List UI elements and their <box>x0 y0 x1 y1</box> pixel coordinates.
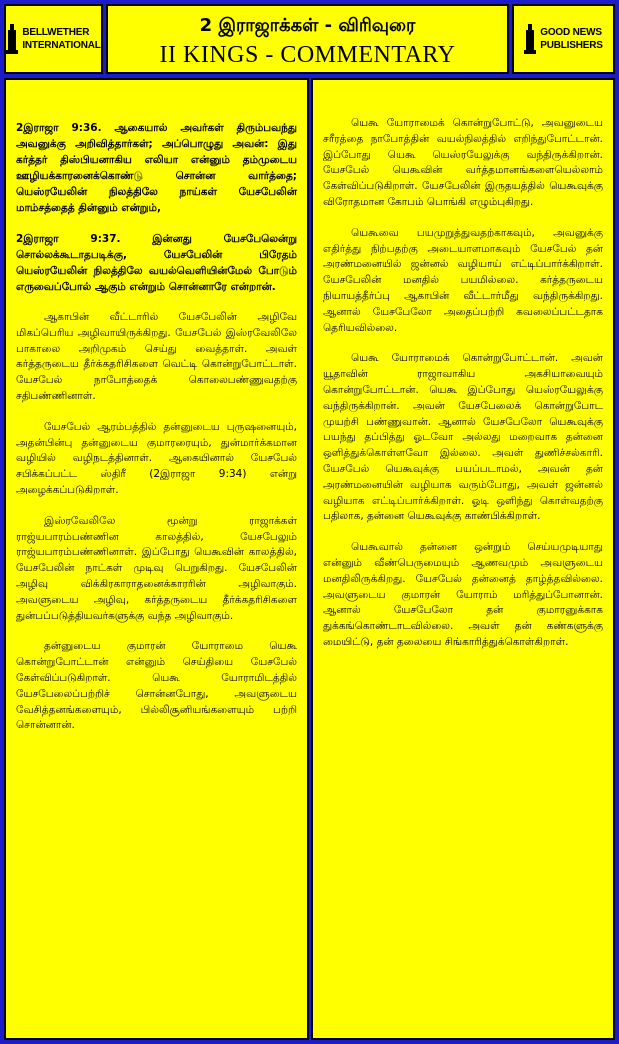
right-column <box>311 78 615 1040</box>
verse-9-36: 2இராஜா 9:36. ஆகையால் அவர்கள் திரும்பவந்து அவனுக்கு அறிவித்தார்கள்; அப்பொழுது அவன்: இது கர்த்தர் திஸ்பியனாகிய எலியா என்னும் தம்முடைய ஊழியக்காரனைக்கொண்டு சொன்ன வார்த்தை; யெஸ்ரயேலின் நிலத்திலே நாய்கள் யேசபேலின் மாம்சத்தைத் தின்னும் என்றும், <box>16 122 297 214</box>
commentary-paragraph: யெகூவால் தன்னை ஒன்றும் செய்யமுடியாது என்னும் வீண்பெருமையும் ஆணவமும் அவளுடைய மனதிலிருக்கிறது. யேசபேல் தன்னைத் தாழ்த்தவில்லை. அவளுடைய குமாரன் யோராம் மரித்துப்போனான். ஆனால் யேசபேலோ தன் குமாரனுக்காக துக்கங்கொண்டாடவில்லை. அவள் தன் கண்களுக்கு மையிட்டு, தன் தலையை சிங்காரித்துக்கொள்கிறாள். <box>323 541 603 648</box>
good-news-logo <box>512 4 615 74</box>
verse-9-37: 2இராஜா 9:37. இன்னது யேசபேலென்று சொல்லக்கூடாதபடிக்கு, யேசபேலின் பிரேதம் யெஸ்ரயேலின் நிலத்திலே வயல்வெளியின்மேல் போடும் எருவைப்போல் ஆகும் என்றும் சொன்னாரே என்றான். <box>16 233 297 293</box>
commentary-paragraph: யெகூ யோராமைக் கொன்றுபோட்டு, அவனுடைய சரீரத்தை நாபோத்தின் வயல்நிலத்தில் எறிந்துபோட்டான். இப்போது யெகூ யெஸ்ரயேலுக்கு வந்திருக்கிறான். யேசபேல் யெகூவின் வர்த்தமானங்களையெல்லாம் கேள்விப்படுகிறாள். யேசபேலின் இருதயத்தில் யெகூவுக்கு விரோதமான கோபம் பொங்கி எழும்புகிறது. <box>323 117 603 208</box>
commentary-paragraph: யேசபேல் ஆரம்பத்தில் தன்னுடைய புருஷனையும், அதன்பின்பு தன்னுடைய குமாரரையும், துன்மார்க்கமான வழியில் வழிநடத்தினாள். ஆகையினால் யேசபேல் சபிக்கப்பட்ட ஸ்திரீ (2இராஜா 9:34) என்று அழைக்கப்படுகிறாள். <box>16 420 297 496</box>
bellwether-logo <box>4 4 103 74</box>
logo-line-2: INTERNATIONAL <box>22 40 101 51</box>
page-header <box>106 4 509 74</box>
title-english: II KINGS - COMMENTARY <box>159 42 456 68</box>
commentary-paragraph: தன்னுடைய குமாரன் யோராமை யெகூ கொன்றுபோட்டான் என்னும் செய்தியை யேசபேல் கேள்விப்படுகிறாள். யெகூ யோராமிடத்தில் யேசபேலைப்பற்றிச் சொன்னபோது, அவளுடைய வேசித்தனங்களையும், பில்லிசூனியங்களையும் பற்றி சொன்னான். <box>16 640 297 732</box>
commentary-paragraph: யெகூவை பயமுறுத்துவதற்காகவும், அவனுக்கு எதிர்த்து நிற்பதற்கு அடையாளமாகவும் யேசபேல் தன் அரண்மனையில் ஜன்னல் வழியாய் எட்டிப்பார்க்கிறாள். யேசபேலின் மனதில் பயமில்லை. கர்த்தருடைய நியாயத்தீர்ப்பு ஆகாபின் வீட்டார்மீது வந்திருக்கிறது. ஆனால் யேசபேலோ அதைப்பற்றி கவலைப்பட்டதாக தெரியவில்லை. <box>323 226 603 334</box>
tower-icon <box>524 24 536 54</box>
commentary-paragraph: ஆகாபின் வீட்டாரில் யேசபேலின் அழிவே மிகப்பெரிய அழிவாயிருக்கிறது. யேசபேல் இஸ்ரவேலிலே பாகாலை அறிமுகம் செய்து வைத்தாள். அவள் கர்த்தருடைய தீர்க்கதரிசிகளை வெட்டி கொன்றுபோட்டாள். யேசபேல் நாபோத்தைக் கொலைபண்ணுவதற்கு சதிபண்ணினாள். <box>16 311 297 402</box>
title-tamil: 2 இராஜாக்கள் - விரிவுரை <box>199 15 416 36</box>
left-column <box>4 78 309 1040</box>
commentary-paragraph: இஸ்ரவேலிலே மூன்று ராஜாக்கள் ராஜ்யபாரம்பண்ணின காலத்தில், யேசபேலும் ராஜ்யபாரம்பண்ணினாள். இப்போது யெகூவின் காலத்தில், யேசபேலின் நாட்கள் முடிவு பெறுகிறது. யேசபேலின் அழிவு விக்கிரகாராதனைக்காரரின் அழிவாகும். அவளுடைய அழிவு, கர்த்தருடைய தீர்க்கதரிசிகளை துன்பப்படுத்தியவர்களுக்கு வந்த அழிவாகும். <box>16 514 297 622</box>
commentary-paragraph: யெகூ யோராமைக் கொன்றுபோட்டான். அவன் யூதாவின் ராஜாவாகிய அகசியாவையும் கொன்றுபோட்டான். யெகூ இப்போது யெஸ்ரயேலுக்கு வந்திருக்கிறான். அவன் யேசபேலைக் கொன்றுபோட முயற்சி பண்ணுவான். ஆனால் யேசபேலோ யெகூவுக்கு பயந்து தப்பித்து ஓடவோ அல்லது மறைவாக தன்னை ஒளித்துக்கொள்ளவோ இல்லை. அவள் துணிச்சல்காரி. யேசபேல் யெகூவுக்கு பயப்படாமல், அவன் தன் அரண்மனையின் வழியாக வரும்போது, அவள் ஜன்னல் வழியாக எட்டிப்பார்க்கிறாள். ஓடி ஒளிந்து கொள்வதற்கு பதிலாக, தன்னை யெகூவுக்கு காண்பிக்கிறாள். <box>323 352 603 523</box>
logo-line-1: GOOD NEWS <box>540 27 602 38</box>
bell-tower-icon <box>6 24 18 54</box>
logo-line-1: BELLWETHER <box>22 27 90 38</box>
logo-line-2: PUBLISHERS <box>540 40 603 51</box>
